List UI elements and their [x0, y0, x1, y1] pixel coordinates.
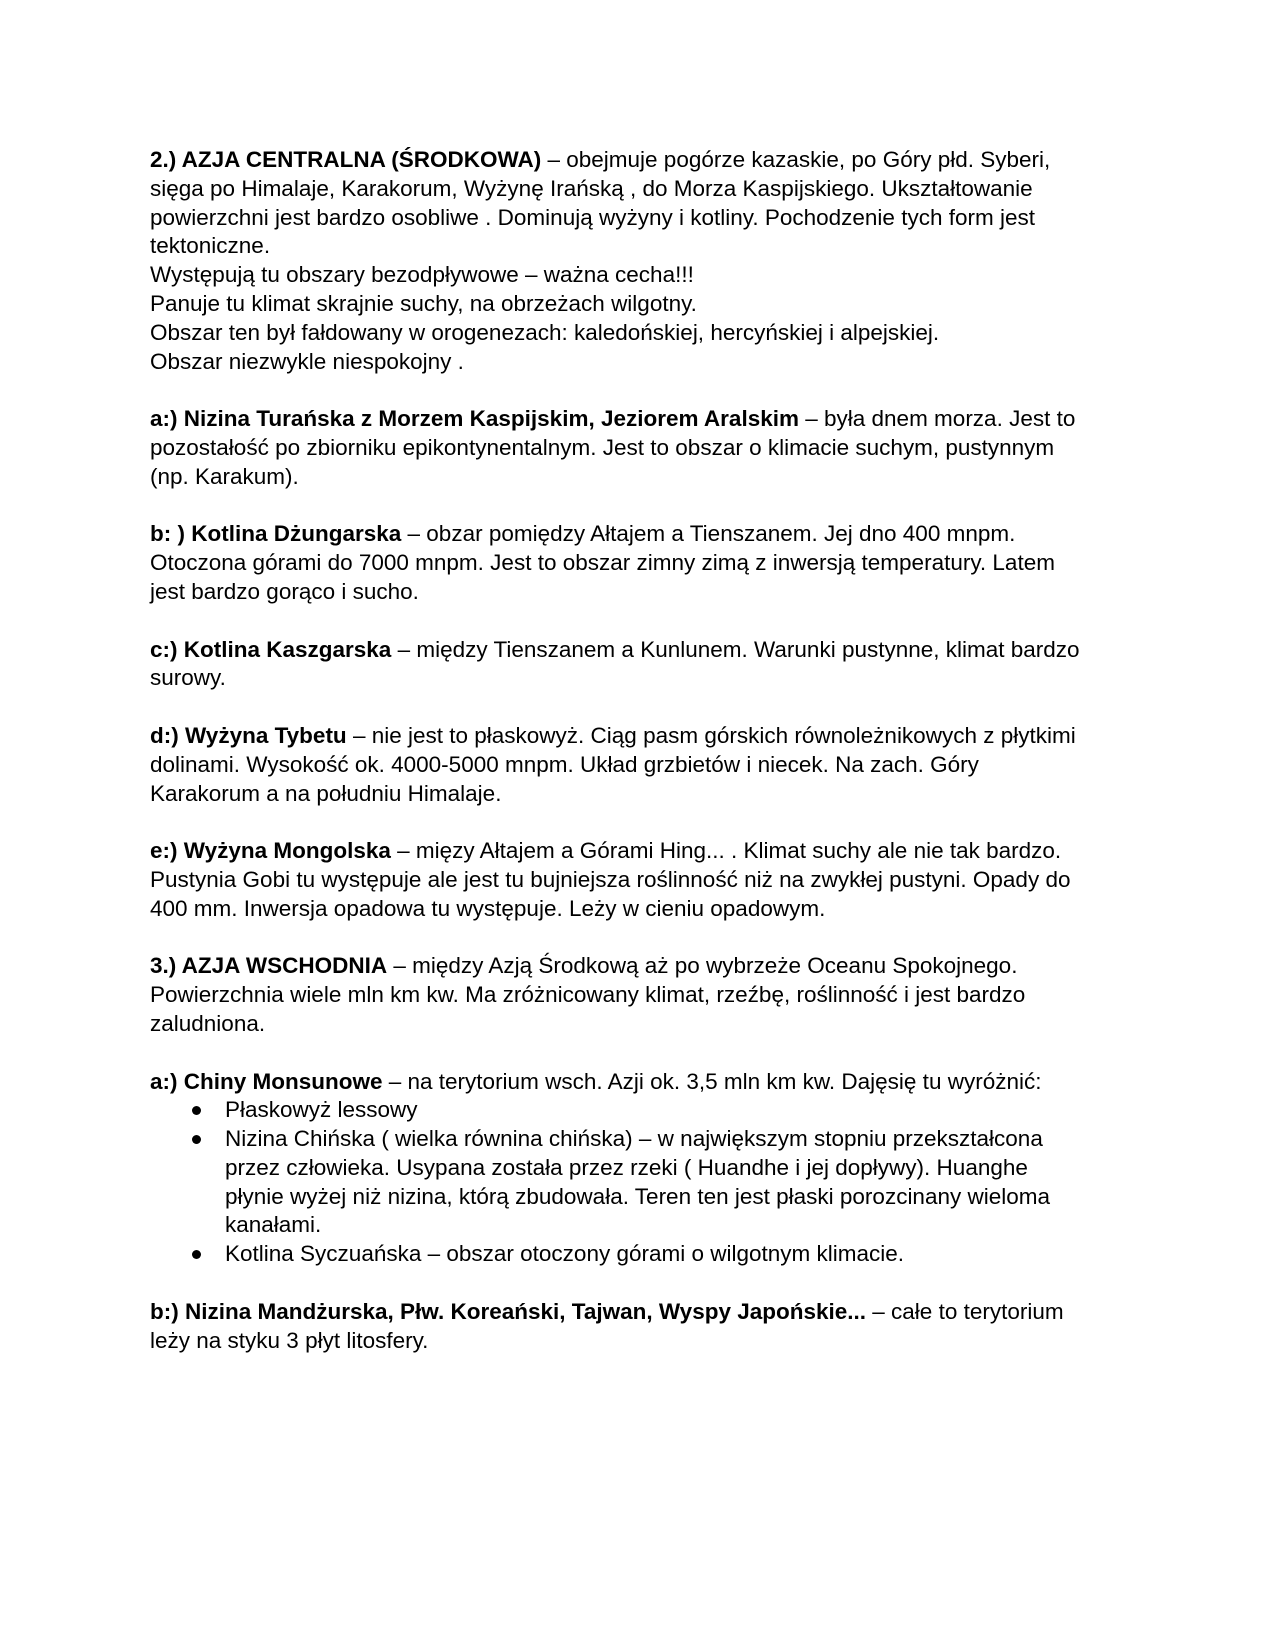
spacer — [150, 1269, 1080, 1298]
bullet-list — [150, 1096, 1080, 1269]
section-2-line: Obszar niezwykle niespokojny . — [150, 348, 464, 374]
section-2-item-e: e:) Wyżyna Mongolska – mięzy Ałtajem a Górami Hing... . Klimat suchy ale nie tak bardzo. Pustynia Gobi tu występuje ale jest tu bujniejsza roślinność niż na zwykłej pustyni. Opady do 400 mm. Inwersja opadowa tu występuje. Leży w cieniu opadowym. — [150, 838, 1071, 921]
spacer — [150, 808, 1080, 837]
list-item: Płaskowyż lessowy — [150, 1096, 1080, 1125]
item-title: d:) Wyżyna Tybetu — [150, 722, 347, 748]
spacer — [150, 693, 1080, 722]
item-title: e:) Wyżyna Mongolska — [150, 838, 391, 864]
section-2-line: Występują tu obszary bezodpływowe – ważna cecha!!! — [150, 262, 694, 288]
spacer — [150, 607, 1080, 636]
section-2-line: Obszar ten był fałdowany w orogenezach: kaledońskiej, hercyńskiej i alpejskiej. — [150, 319, 940, 345]
section-3-heading: 3.) AZJA WSCHODNIA — [150, 953, 388, 979]
section-3-item-a: a:) Chiny Monsunowe – na terytorium wsch. Azji ok. 3,5 mln km kw. Dajęsię tu wyróżnić: — [150, 1068, 1042, 1094]
section-2-heading: 2.) AZJA CENTRALNA (ŚRODKOWA) — [150, 147, 542, 172]
section-2-item-c: c:) Kotlina Kaszgarska – między Tienszanem a Kunlunem. Warunki pustynne, klimat bardzo surowy. — [150, 636, 1080, 691]
bullet-icon — [192, 1135, 201, 1144]
spacer — [150, 376, 1080, 405]
spacer — [150, 924, 1080, 953]
section-2-line: Panuje tu klimat skrajnie suchy, na obrzeżach wilgotny. — [150, 290, 697, 316]
item-title: b:) Nizina Mandżurska, Płw. Koreański, Tajwan, Wyspy Japońskie... — [150, 1298, 867, 1324]
spacer — [150, 1039, 1080, 1068]
item-title: b: ) Kotlina Dżungarska — [150, 521, 402, 547]
item-title: a:) Chiny Monsunowe — [150, 1068, 383, 1094]
spacer — [150, 492, 1080, 521]
document-page — [150, 146, 1080, 1355]
section-2-item-a: a:) Nizina Turańska z Morzem Kaspijskim, Jeziorem Aralskim – była dnem morza. Jest to pozostałość po zbiorniku epikontynentalnym. Jest to obszar o klimacie suchym, pustynnym (np. Karakum). — [150, 406, 1076, 489]
list-item: Kotlina Syczuańska – obszar otoczony górami o wilgotnym klimacie. — [150, 1240, 1080, 1269]
section-3-item-b: b:) Nizina Mandżurska, Płw. Koreański, Tajwan, Wyspy Japońskie... – całe to terytorium leży na styku 3 płyt litosfery. — [150, 1298, 1064, 1353]
bullet-icon — [192, 1106, 201, 1115]
item-title: a:) Nizina Turańska z Morzem Kaspijskim, Jeziorem Aralskim — [150, 406, 799, 432]
section-2-item-d: d:) Wyżyna Tybetu – nie jest to płaskowyż. Ciąg pasm górskich równoleżnikowych z płytkimi dolinami. Wysokość ok. 4000-5000 mnpm. Układ grzbietów i niecek. Na zach. Góry Karakorum a na południu Himalaje. — [150, 722, 1076, 806]
list-item: Nizina Chińska ( wielka równina chińska) – w największym stopniu przekształcona przez człowieka. Usypana została przez rzeki ( Huandhe i jej dopływy). Huanghe płynie wyżej niż nizina, którą zbudowała. Teren ten jest płaski porozcinany wieloma kanałami. — [150, 1125, 1080, 1240]
bullet-icon — [192, 1250, 201, 1259]
section-2-intro: 2.) AZJA CENTRALNA (ŚRODKOWA) – obejmuje pogórze kazaskie, po Góry płd. Syberi, sięga po Himalaje, Karakorum, Wyżynę Irańską , do Morza Kaspijskiego. Ukształtowanie powierzchni jest bardzo osobliwe . Dominują wyżyny i kotliny. Pochodzenie tych form jest tektoniczne. — [150, 147, 1051, 259]
section-3-intro: 3.) AZJA WSCHODNIA – między Azją Środkową aż po wybrzeże Oceanu Spokojnego. Powierzchnia wiele mln km kw. Ma zróżnicowany klimat, rzeźbę, roślinność i jest bardzo zaludniona. — [150, 953, 1026, 1036]
section-2-item-b: b: ) Kotlina Dżungarska – obzar pomiędzy Ałtajem a Tienszanem. Jej dno 400 mnpm. Otoczona górami do 7000 mnpm. Jest to obszar zimny zimą z inwersją temperatury. Latem jest bardzo gorąco i sucho. — [150, 521, 1055, 604]
item-title: c:) Kotlina Kaszgarska — [150, 636, 392, 662]
